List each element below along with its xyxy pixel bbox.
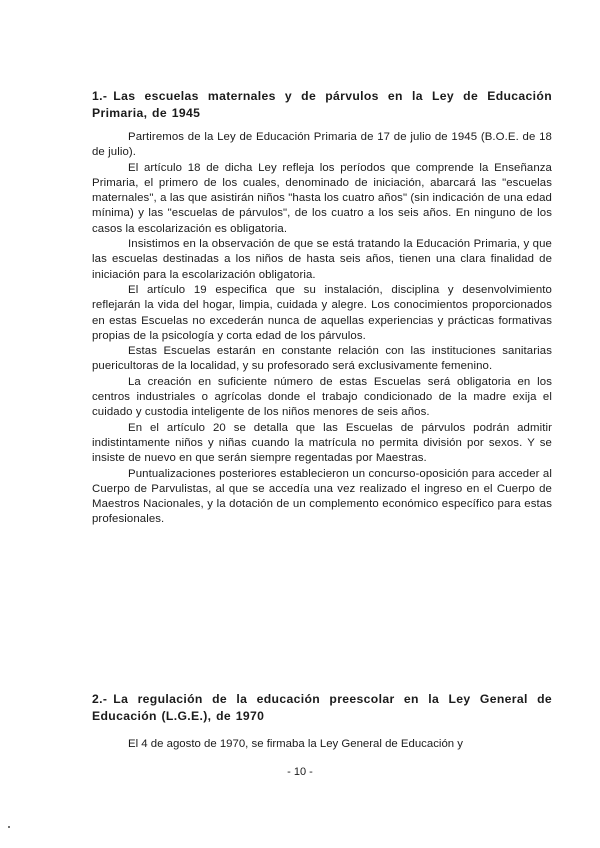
section-2-number: 2.- <box>92 692 108 706</box>
scan-artifact <box>8 826 10 828</box>
paragraph: El artículo 18 de dicha Ley refleja los períodos que comprende la Enseñanza Primaria, el primero de los cuales, denominado de iniciación, abarcará las "escuelas maternales", a las que asistirán niños "hasta los cuatro años" (sin indicación de una edad mínima) y las "escuelas de párvulos", de los cuatro a los seis años. En ninguno de los casos la escolarización es obligatoria. <box>92 161 552 235</box>
section-1-number: 1.- <box>92 89 108 103</box>
section-1-body <box>92 130 552 528</box>
paragraph: Estas Escuelas estarán en constante relación con las instituciones sanitarias puericultoras de la localidad, y su profesorado será exclusivamente femenino. <box>92 345 552 373</box>
section-2-intro-paragraph: El 4 de agosto de 1970, se firmaba la Ley General de Educación y <box>128 738 463 750</box>
page-number: - 10 - <box>287 766 313 778</box>
paragraph: En el artículo 20 se detalla que las Escuelas de párvulos podrán admitir indistintamente niños y niñas cuando la matrícula no permita división por sexos. Y se insiste de nuevo en que serán siempre regentadas por Maestras. <box>92 421 552 465</box>
paragraph: La creación en suficiente número de estas Escuelas será obligatoria en los centros industriales o agrícolas donde el trabajo condicionado de la madre exija el cuidado y custodia inteligente de los niños menores de seis años. <box>92 375 552 419</box>
paragraph: Partiremos de la Ley de Educación Primaria de 17 de julio de 1945 (B.O.E. de 18 de julio). <box>92 131 552 159</box>
section-2-title: La regulación de la educación preescolar en la Ley General de Educación (L.G.E.), de 1970 <box>92 692 552 723</box>
section-1-heading <box>92 88 552 122</box>
paragraph: El artículo 19 especifica que su instalación, disciplina y desenvolvimiento reflejarán la vida del hogar, limpia, cuidada y alegre. Los conocimientos proporcionados en estas Escuelas no excederán nunca de aquellas experiencias y prácticas formativas propias de la psicología y corta edad de los párvulos. <box>92 283 552 342</box>
paragraph: Puntualizaciones posteriores establecieron un concurso-oposición para acceder al Cuerpo de Parvulistas, al que se accedía una vez realizado el ingreso en el Cuerpo de Maestros Nacionales, y la dotación de un complemento económico específico para estas profesionales. <box>92 467 552 526</box>
paragraph: Insistimos en la observación de que se está tratando la Educación Primaria, y que las escuelas destinadas a los niños de hasta seis años, tienen una clara finalidad de iniciación para la escolarización obligatoria. <box>92 238 552 281</box>
section-1-title: Las escuelas maternales y de párvulos en la Ley de Educación Primaria, de 1945 <box>92 89 552 120</box>
section-2-heading <box>92 691 552 725</box>
